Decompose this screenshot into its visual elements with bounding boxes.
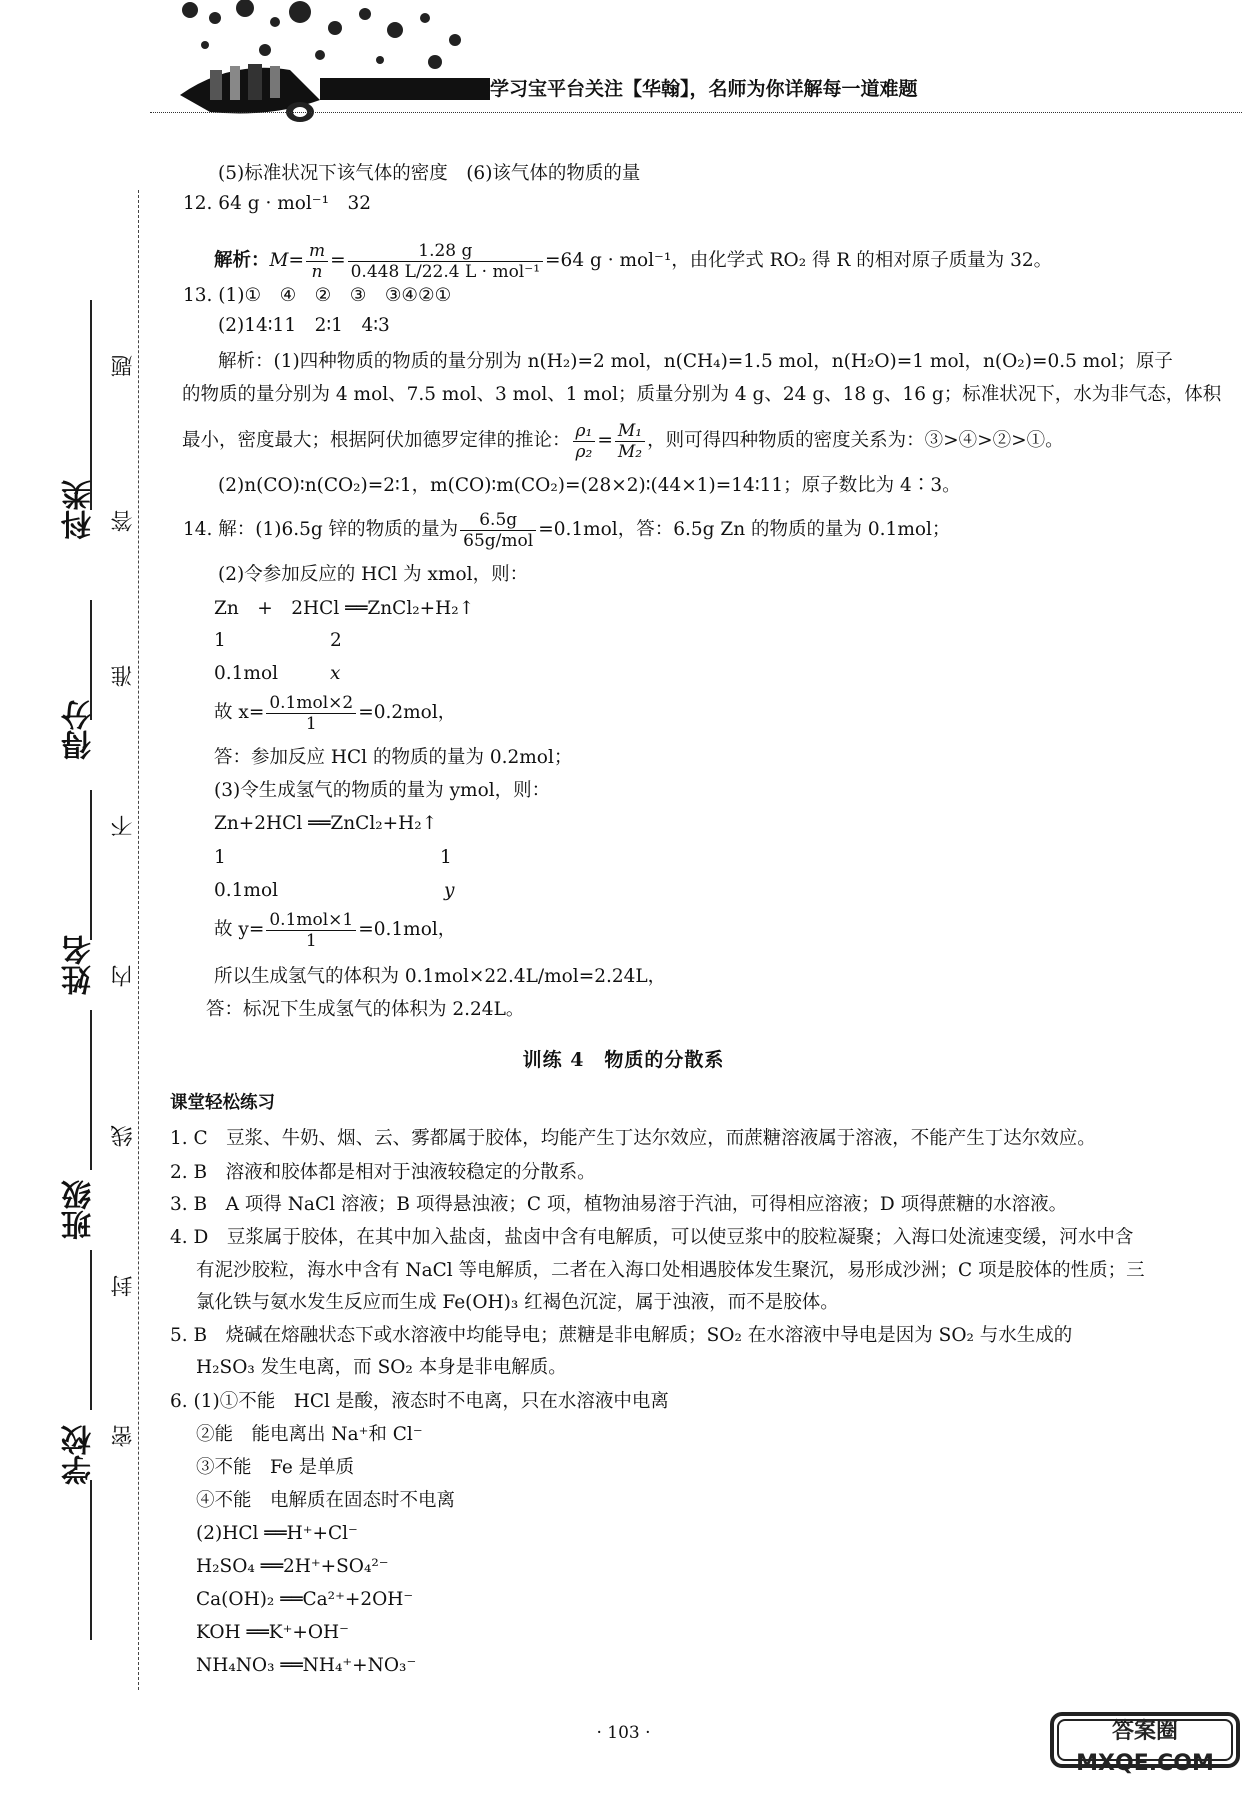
seal-char: 内 bbox=[111, 965, 136, 987]
item-4-line-3: 氯化铁与氨水发生反应而生成 Fe(OH)₃ 红褐色沉淀，属于浊液，而不是胶体。 bbox=[196, 1292, 839, 1313]
q12-explanation: 解析：M= $\frac{m}{n}$ = $\frac{1.28 g}{\text{0.448 L/22.4 L · mol⁻¹}}$ =64 g · mol⁻¹，由化学式 RO₂ 得 R 的相对原子质量为 32。 bbox=[214, 240, 1053, 282]
q12-answer: 12. 64 g · mol⁻¹ 32 bbox=[183, 193, 372, 214]
q14-equation-2: Zn+2HCl ══ZnCl₂+H₂↑ bbox=[214, 813, 438, 834]
item-4-line-2: 有泥沙胶粒，海水中含有 NaCl 等电解质，二者在入海口处相遇胶体发生聚沉，易形成沙洲；C 项是胶体的性质；三 bbox=[196, 1260, 1145, 1281]
seal-char: 答 bbox=[111, 510, 136, 532]
item-3: 3. B A 项得 NaCl 溶液；B 项得悬浊液；C 项，植物油易溶于汽油，可得相应溶液；D 项得蔗糖的水溶液。 bbox=[170, 1194, 1068, 1215]
margin-line bbox=[90, 1480, 92, 1640]
margin-label-class: 班级 bbox=[62, 1180, 97, 1240]
header-decoration bbox=[170, 0, 490, 125]
fraction: $\frac{m}{n}$ bbox=[306, 241, 328, 282]
q14-ratio: 1 bbox=[440, 847, 452, 868]
q14-amount: 0.1mol bbox=[214, 880, 279, 901]
q14-line-1: 14. 解：(1)6.5g 锌的物质的量为 $\frac{6.5g}{\text{65g/mol}}$ =0.1mol，答：6.5g Zn 的物质的量为 0.1mol； bbox=[183, 509, 951, 551]
q14-line-8: 答：标况下生成氢气的体积为 2.24L。 bbox=[206, 999, 525, 1020]
margin-line bbox=[90, 1250, 92, 1410]
fraction: $\frac{\text{0.1mol×1}}{1}$ bbox=[266, 910, 356, 951]
item-5-line-2: H₂SO₃ 发生电离，而 SO₂ 本身是非电解质。 bbox=[196, 1357, 567, 1378]
q13-para-4: (2)n(CO)∶n(CO₂)=2∶1，m(CO)∶m(CO₂)=(28×2)∶(44×1)=14∶11；原子数比为 4∶3。 bbox=[218, 475, 961, 496]
ionization-equation: H₂SO₄ ══2H⁺+SO₄²⁻ bbox=[196, 1556, 389, 1577]
section-title: 训练 4 物质的分散系 bbox=[522, 1049, 725, 1071]
q14-amount: y bbox=[444, 880, 455, 901]
margin-label-subject: 科类 bbox=[62, 480, 97, 540]
binding-line bbox=[138, 190, 139, 1690]
ionization-equation: KOH ══K⁺+OH⁻ bbox=[196, 1622, 349, 1643]
q14-line-3: 故 x= $\frac{\text{0.1mol×2}}{1}$ =0.2mol， bbox=[214, 692, 457, 734]
q14-line-7: 所以生成氢气的体积为 0.1mol×22.4L/mol=2.24L， bbox=[214, 966, 667, 987]
item-5-line-1: 5. B 烧碱在熔融状态下或水溶液中均能导电；蔗糖是非电解质；SO₂ 在水溶液中导电是因为 SO₂ 与水生成的 bbox=[170, 1325, 1073, 1346]
watermark-logo bbox=[1050, 1712, 1240, 1794]
q14-ratio: 2 bbox=[330, 630, 342, 651]
header-slogan: 学习宝平台关注【华翰】，名师为你详解每一道难题 bbox=[490, 78, 918, 100]
seal-char: 不 bbox=[111, 815, 136, 837]
ionization-equation: Ca(OH)₂ ══Ca²⁺+2OH⁻ bbox=[196, 1589, 414, 1610]
seal-char: 密 bbox=[111, 1425, 136, 1447]
seal-char: 线 bbox=[111, 1125, 136, 1147]
fraction: $\frac{\text{M₁}}{\text{M₂}}$ bbox=[615, 421, 645, 462]
section-subtitle: 课堂轻松练习 bbox=[170, 1093, 275, 1113]
seal-char: 准 bbox=[111, 665, 136, 687]
item-6-line-4: ④不能 电解质在固态时不电离 bbox=[196, 1490, 456, 1511]
q14-equation-1: Zn + 2HCl ══ZnCl₂+H₂↑ bbox=[214, 598, 475, 619]
margin-line bbox=[90, 1010, 92, 1170]
margin-label-school: 学校 bbox=[62, 1425, 97, 1485]
q11-line: (5)标准状况下该气体的密度 (6)该气体的物质的量 bbox=[218, 163, 641, 184]
q13-para-1: 解析：(1)四种物质的物质的量分别为 n(H₂)=2 mol，n(CH₄)=1.5 mol，n(H₂O)=1 mol，n(O₂)=0.5 mol；原子 bbox=[218, 351, 1173, 372]
item-6-line-2: ②能 能电离出 Na⁺和 Cl⁻ bbox=[196, 1424, 423, 1445]
q14-line-6: 故 y= $\frac{\text{0.1mol×1}}{1}$ =0.1mol， bbox=[214, 909, 457, 951]
seal-char: 题 bbox=[111, 355, 136, 377]
analysis-label: 解析： bbox=[214, 250, 270, 271]
item-2: 2. B 溶液和胶体都是相对于浊液较稳定的分散系。 bbox=[170, 1162, 596, 1183]
page-number: · 103 · bbox=[596, 1723, 651, 1743]
fraction: $\frac{\text{0.1mol×2}}{1}$ bbox=[266, 693, 356, 734]
q14-ratio: 1 bbox=[214, 630, 226, 651]
q13-para-2: 的物质的量分别为 4 mol、7.5 mol、3 mol、1 mol；质量分别为 4 g、24 g、18 g、16 g；标准状况下，水为非气态，体积 bbox=[182, 384, 1222, 405]
q14-ratio: 1 bbox=[214, 847, 226, 868]
item-6-line-3: ③不能 Fe 是单质 bbox=[196, 1457, 355, 1478]
q14-line-5: (3)令生成氢气的物质的量为 ymol，则： bbox=[214, 780, 551, 801]
fraction: $\frac{1.28 g}{\text{0.448 L/22.4 L · mol⁻¹}}$ bbox=[348, 241, 543, 282]
margin-label-name: 姓名 bbox=[62, 935, 97, 995]
fraction: $\frac{\text{ρ₁}}{\text{ρ₂}}$ bbox=[573, 421, 596, 462]
q13-answer-2: (2)14∶11 2∶1 4∶3 bbox=[218, 315, 390, 336]
margin-line bbox=[90, 300, 92, 510]
margin-line bbox=[90, 790, 92, 940]
q14-line-4: 答：参加反应 HCl 的物质的量为 0.2mol； bbox=[214, 747, 573, 768]
q14-amount: 0.1mol bbox=[214, 663, 279, 684]
q13-para-3: 最小，密度最大；根据阿伏加德罗定律的推论： $\frac{\text{ρ₁}}{\text{ρ₂}}$ = $\frac{\text{M₁}}{\text{M₂}}$ ，则可得四种物质的密度关系为：③>④>②>①。 bbox=[182, 420, 1064, 462]
fraction: $\frac{6.5g}{\text{65g/mol}}$ bbox=[460, 510, 536, 551]
ionization-equation: NH₄NO₃ ══NH₄⁺+NO₃⁻ bbox=[196, 1655, 417, 1676]
q13-answer-1: 13. (1)① ④ ② ③ ③④②① bbox=[183, 285, 452, 306]
q14-amount: x bbox=[330, 663, 341, 684]
seal-char: 封 bbox=[111, 1275, 136, 1297]
header-divider bbox=[150, 112, 1242, 113]
ionization-equation: (2)HCl ══H⁺+Cl⁻ bbox=[196, 1523, 358, 1544]
watermark-text: 答案圈 MXQE.COM bbox=[1076, 1719, 1214, 1776]
item-4-line-1: 4. D 豆浆属于胶体，在其中加入盐卤，盐卤中含有电解质，可以使豆浆中的胶粒凝聚；入海口处流速变缓，河水中含 bbox=[170, 1227, 1134, 1248]
margin-label-score: 得分 bbox=[62, 700, 97, 760]
item-1: 1. C 豆浆、牛奶、烟、云、雾都属于胶体，均能产生丁达尔效应，而蔗糖溶液属于溶液，不能产生丁达尔效应。 bbox=[170, 1128, 1096, 1149]
item-6-line-1: 6. (1)①不能 HCl 是酸，液态时不电离，只在水溶液中电离 bbox=[170, 1391, 669, 1412]
q14-line-2: (2)令参加反应的 HCl 为 xmol，则： bbox=[218, 564, 529, 585]
